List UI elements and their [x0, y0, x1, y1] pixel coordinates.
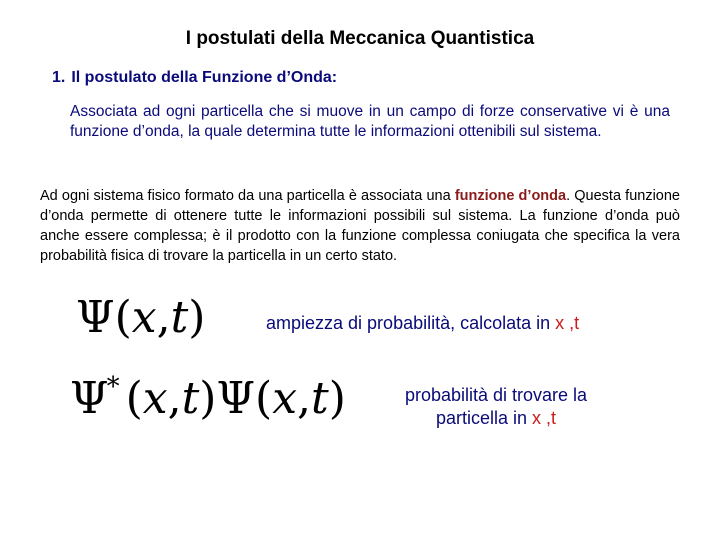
var-x-2: x — [272, 373, 298, 424]
caption-probability-text: particella in — [435, 408, 533, 428]
caption-amplitude-text: ampiezza di probabilità, calcolata in — [266, 313, 556, 333]
formula-probability: Ψ* (x,t)Ψ(x,t) — [70, 372, 346, 424]
body-text-end: . Questa funzione d’onda permette di ottenere tutte le informazioni possibili sul sistema. La funzione d’onda può anche essere complessa; è il prodotto con la funzione complessa coniugata che specifica la vera probabilità fisica di trovare la particella in un certo stato. — [40, 188, 680, 264]
postulate-number: 1. — [52, 69, 66, 86]
postulate-heading — [52, 69, 337, 87]
var-t: t — [170, 292, 189, 343]
body-paragraph — [40, 186, 680, 266]
psi-conjugate-symbol: Ψ — [70, 373, 109, 424]
psi-symbol: Ψ — [76, 292, 115, 343]
slide-title: I postulati della Meccanica Quantistica — [185, 28, 535, 49]
open-paren: ( — [114, 292, 132, 343]
caption-probability-line1: probabilità di trovare la — [404, 385, 588, 405]
var-t-1: t — [181, 373, 200, 424]
var-x-1: x — [142, 373, 168, 424]
psi-symbol-2: Ψ — [216, 373, 256, 424]
var-x: x — [131, 292, 157, 343]
caption-probability — [376, 384, 616, 430]
caption-probability-vars: x ,t — [532, 408, 557, 428]
caption-amplitude-vars: x ,t — [555, 313, 580, 333]
conjugate-star: * — [106, 372, 120, 402]
close-paren: ) — [188, 292, 206, 343]
var-t-2: t — [311, 373, 329, 424]
caption-amplitude — [266, 313, 579, 334]
body-highlight: funzione d’onda — [454, 188, 567, 204]
postulate-description: Associata ad ogni particella che si muove in un campo di forze conservative vi è una funzione d’onda, la quale determina tutte le informazioni ottenibili sul sistema. — [70, 103, 670, 140]
body-text-start: Ad ogni sistema fisico formato da una particella è associata una — [40, 188, 455, 204]
formula-wavefunction — [76, 292, 205, 343]
postulate-title: Il postulato della Funzione d’Onda: — [71, 69, 338, 86]
caption-probability-line2 — [376, 407, 616, 430]
comma: , — [156, 292, 171, 343]
